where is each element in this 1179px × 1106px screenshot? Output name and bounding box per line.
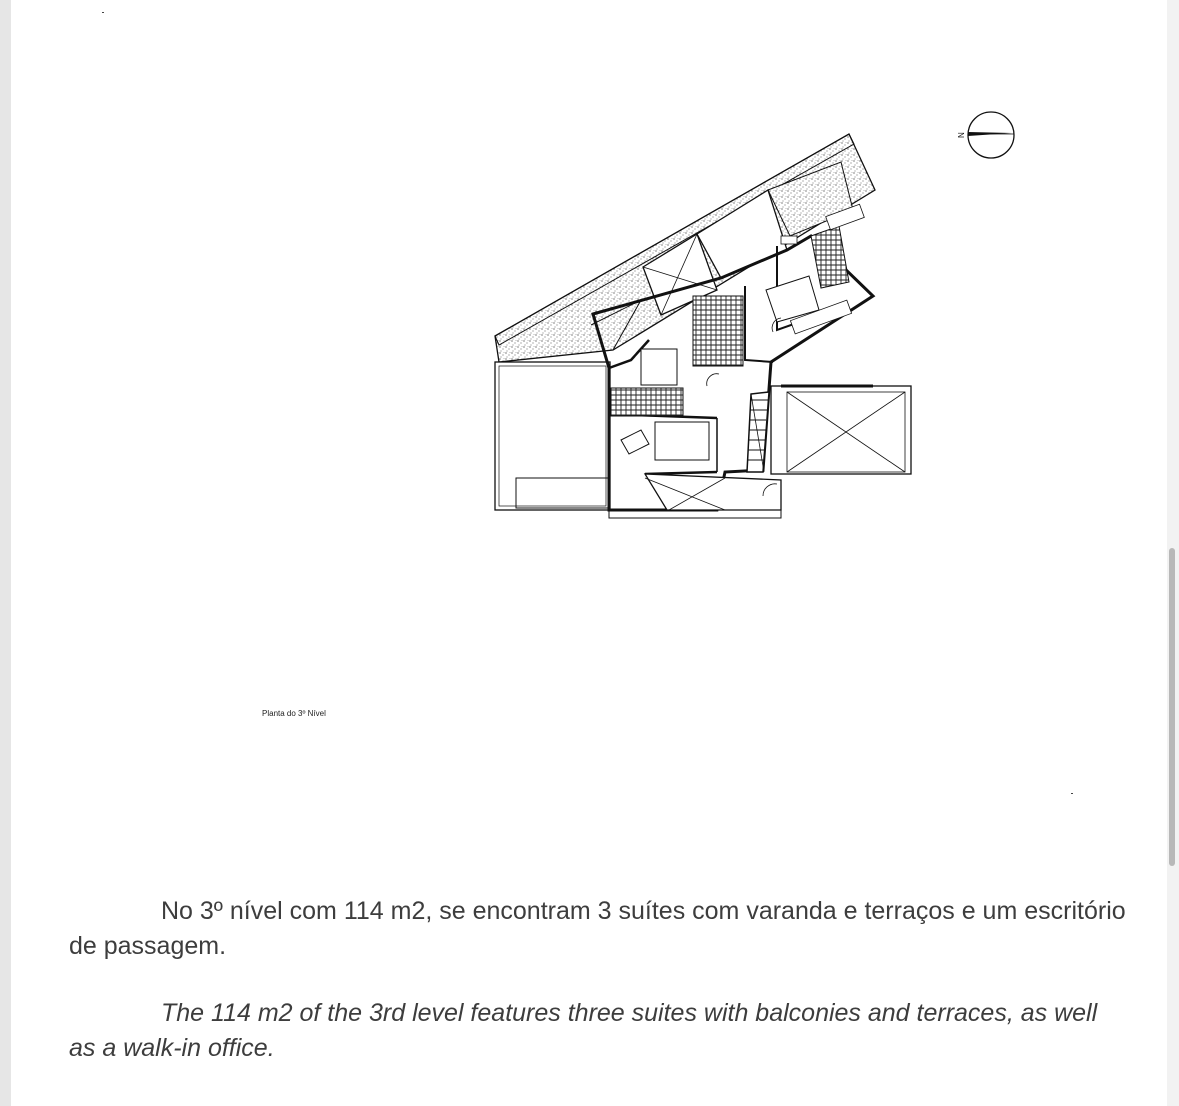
scan-mark bbox=[1071, 793, 1073, 794]
document-page bbox=[11, 0, 1167, 1106]
description-portuguese: No 3º nível com 114 m2, se encontram 3 suítes com varanda e terraços e um escritório de passagem. bbox=[69, 897, 1126, 960]
description-english: The 114 m2 of the 3rd level features three suites with balconies and terraces, as well as a walk-in office. bbox=[69, 999, 1098, 1062]
scrollbar-thumb[interactable] bbox=[1169, 548, 1175, 866]
floor-plan-drawing bbox=[481, 100, 1051, 530]
scan-mark bbox=[102, 12, 104, 13]
vertical-scrollbar[interactable] bbox=[1167, 0, 1179, 1106]
compass-label: N bbox=[957, 132, 966, 138]
plan-caption: Planta do 3º Nível bbox=[262, 709, 326, 718]
